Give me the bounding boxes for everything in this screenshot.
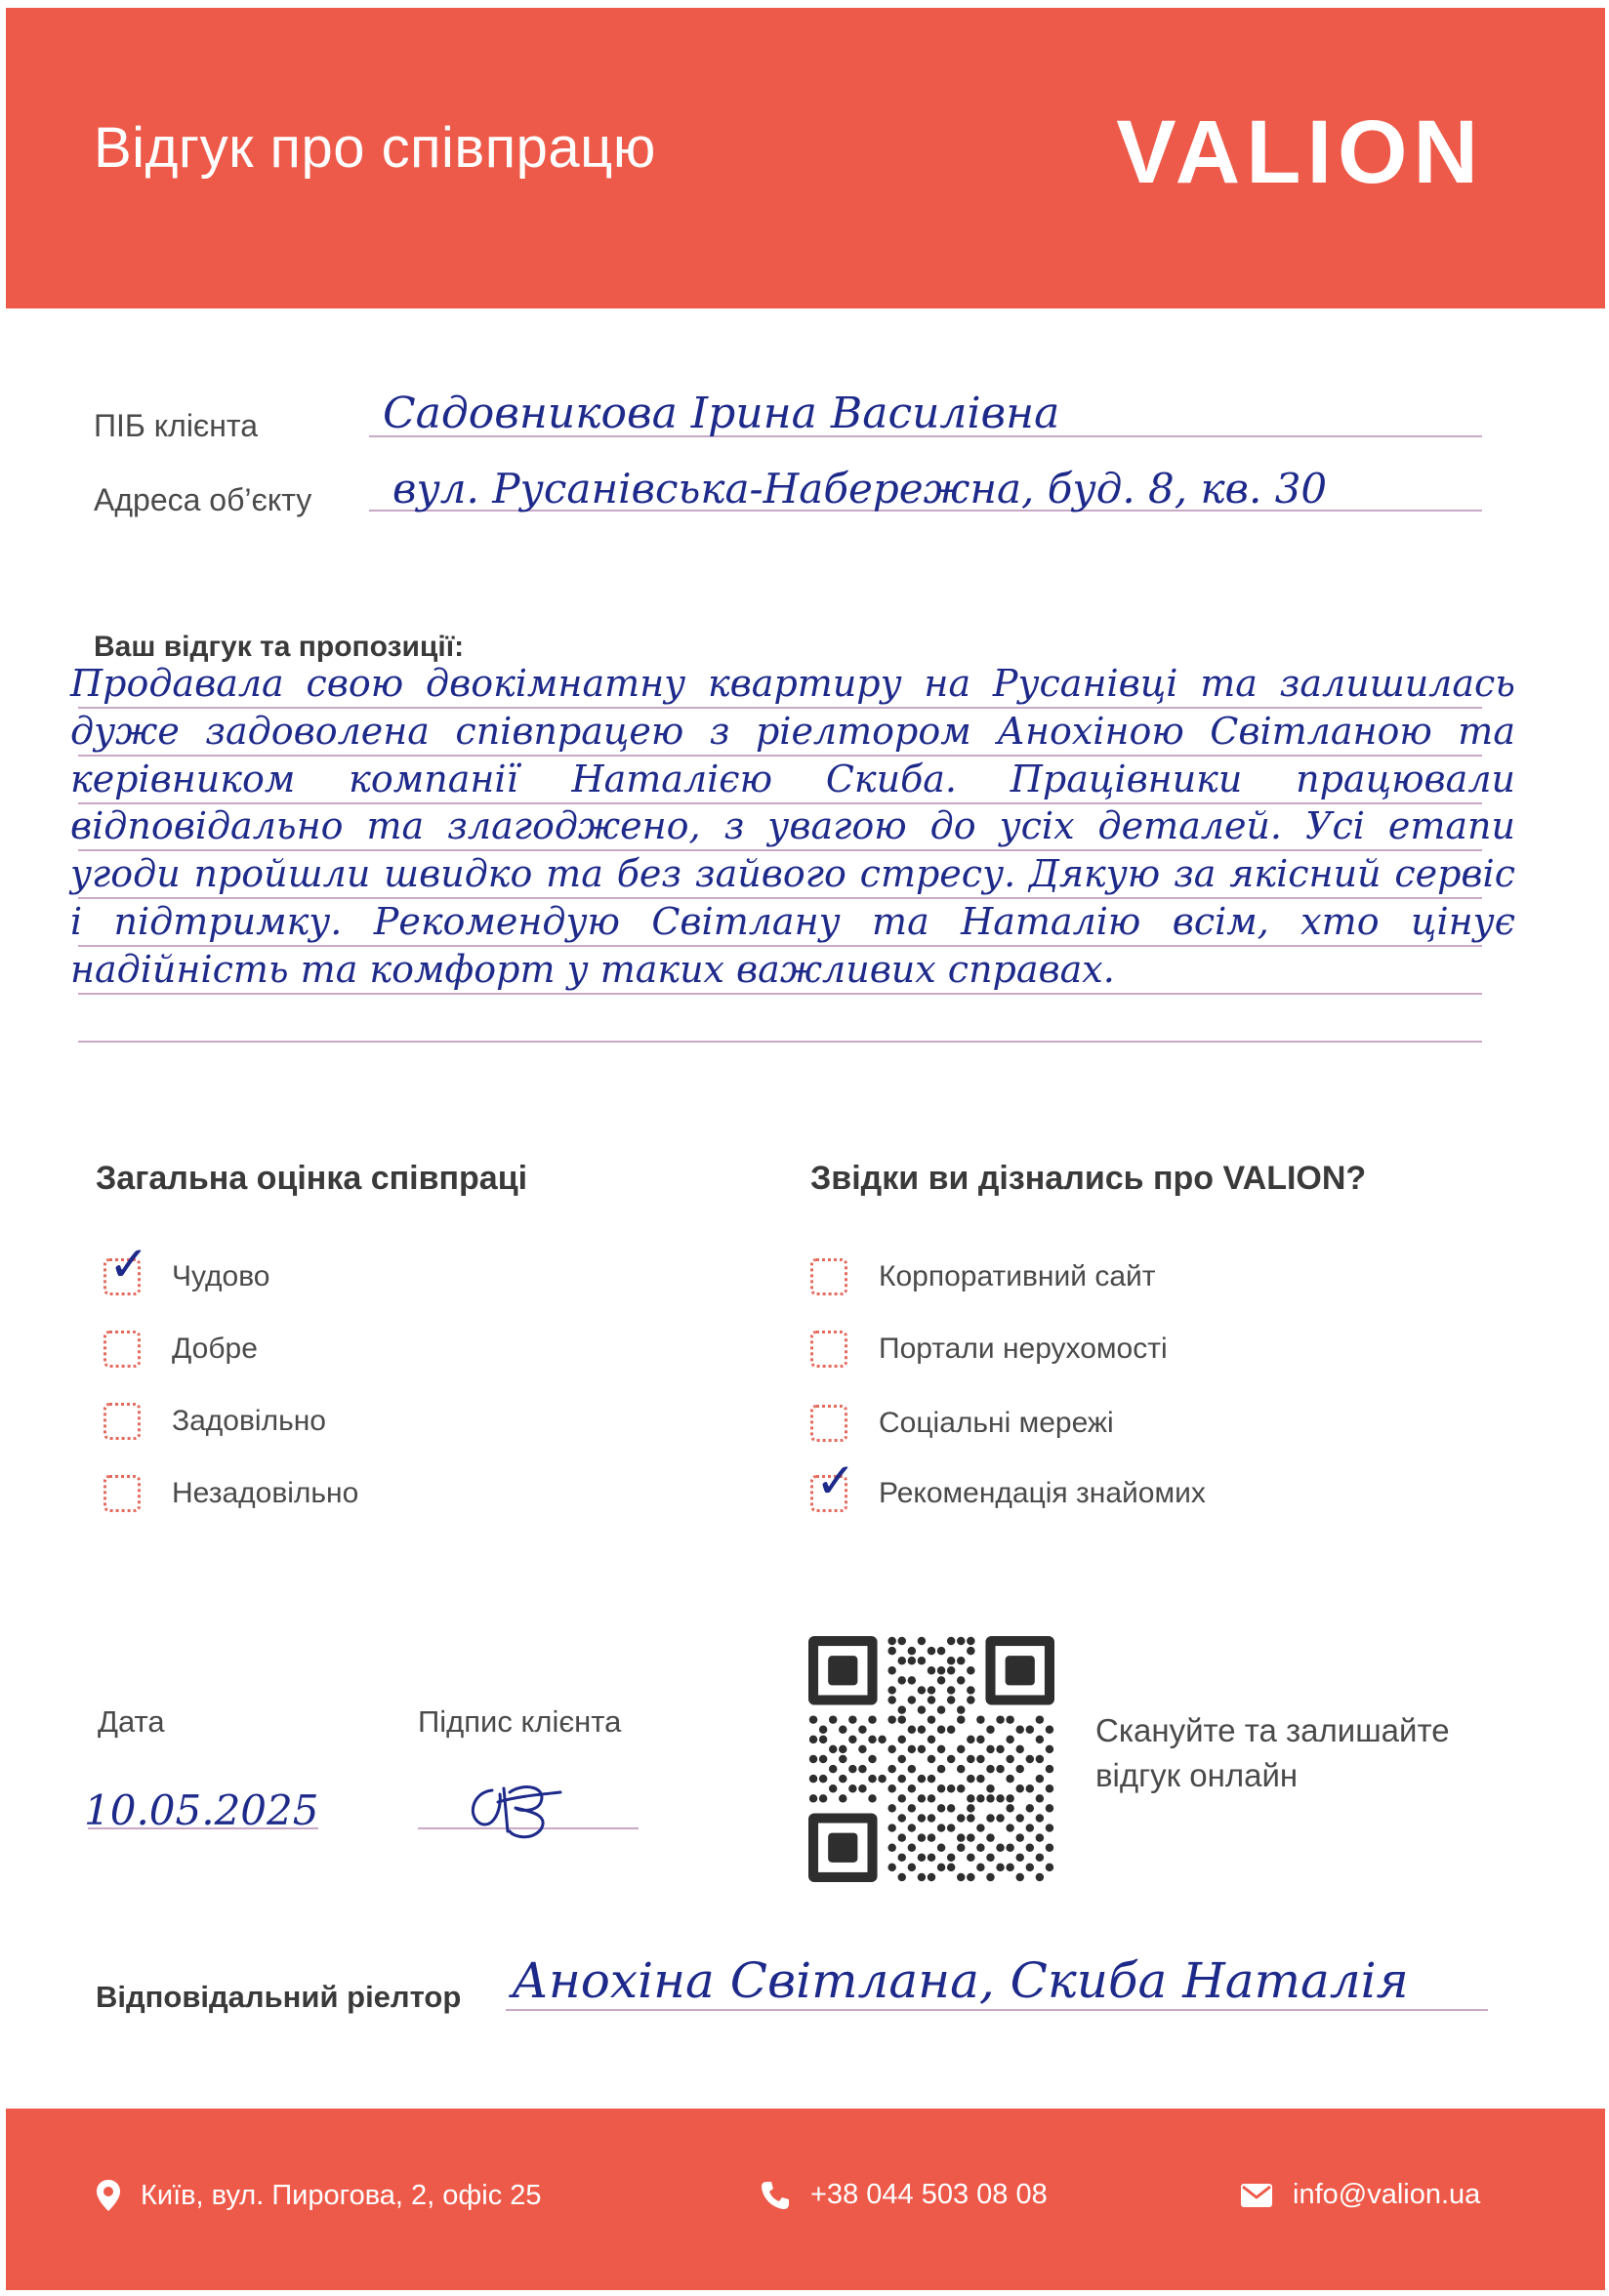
qr-code[interactable]: [808, 1636, 1054, 1882]
address-value[interactable]: вул. Русанівська-Набережна, буд. 8, кв. 30: [392, 465, 1328, 512]
location-pin-icon: [96, 2179, 121, 2212]
source-option-portals[interactable]: [810, 1328, 1168, 1371]
option-label: Добре: [172, 1332, 258, 1365]
phone-icon: [760, 2180, 791, 2211]
realtor-line: [506, 2009, 1488, 2011]
option-label: Незадовільно: [172, 1477, 359, 1509]
checkbox[interactable]: [103, 1236, 149, 1295]
checkbox[interactable]: [103, 1403, 141, 1440]
date-value[interactable]: 10.05.2025: [84, 1786, 319, 1834]
checkbox[interactable]: [810, 1453, 856, 1512]
footer-address[interactable]: [96, 2179, 542, 2212]
option-label: Соціальні мережі: [879, 1407, 1114, 1439]
address-label: Адреса об’єкту: [94, 482, 312, 517]
feedback-text[interactable]: Продавала свою двокімнатну квартиру на Русанівці та залишилась дуже задоволена співпрацею з ріелтором Анохіною Світланою та керівником компанії Наталією Скиба. Працівники працювали відповідально та злагоджено, з увагою до усіх деталей. Усі етапи угоди пройшли швидко та без зайвого стресу. Дякую за якісний сервіс і підтримку. Рекомендую Світлану та Наталію всім, хто цінує надійність та комфорт у таких важливих справах.: [70, 662, 1515, 991]
rating-option-unsatisfactory[interactable]: [103, 1472, 358, 1515]
checkbox[interactable]: [103, 1331, 141, 1368]
qr-caption-line-2: відгук онлайн: [1095, 1757, 1299, 1793]
checkbox[interactable]: [810, 1331, 847, 1368]
qr-caption-line-1: Скануйте та залишайте: [1095, 1712, 1450, 1748]
checkbox[interactable]: [810, 1258, 847, 1295]
envelope-icon: [1240, 2183, 1273, 2208]
option-label: Рекомендація знайомих: [879, 1477, 1206, 1509]
realtor-value[interactable]: Анохіна Світлана, Скиба Наталія: [512, 1952, 1409, 2009]
rating-option-satisfactory[interactable]: [103, 1400, 326, 1443]
rating-option-excellent[interactable]: [103, 1236, 270, 1298]
source-option-recommendation[interactable]: [810, 1453, 1206, 1515]
client-name-label: ПІБ клієнта: [94, 408, 259, 443]
footer-address-text: Київ, вул. Пирогова, 2, офіс 25: [141, 2179, 542, 2211]
signature-label: Підпис клієнта: [418, 1704, 622, 1739]
feedback-label: Ваш відгук та пропозиції:: [94, 631, 465, 663]
option-label: Портали нерухомості: [879, 1332, 1168, 1365]
source-option-social[interactable]: [810, 1402, 1114, 1445]
checkbox[interactable]: [103, 1475, 141, 1512]
brand-logo: VALION: [1116, 102, 1484, 202]
checkbox[interactable]: [810, 1405, 847, 1442]
footer-email[interactable]: [1240, 2179, 1480, 2211]
rating-title: Загальна оцінка співпраці: [96, 1160, 528, 1197]
qr-caption: [1095, 1708, 1450, 1798]
check-mark-icon: ✓: [108, 1236, 149, 1292]
option-label: Задовільно: [172, 1405, 326, 1437]
realtor-label: Відповідальний ріелтор: [96, 1980, 462, 2014]
client-name-value[interactable]: Садовникова Ірина Василівна: [383, 389, 1060, 438]
source-option-website[interactable]: [810, 1255, 1156, 1298]
rating-option-good[interactable]: [103, 1328, 258, 1371]
option-label: Чудово: [172, 1260, 270, 1292]
client-signature-drawing: [459, 1769, 576, 1857]
footer-phone[interactable]: [760, 2179, 1048, 2211]
date-label: Дата: [98, 1704, 165, 1739]
footer-phone-text: +38 044 503 08 08: [810, 2179, 1048, 2210]
source-title: Звідки ви дізнались про VALION?: [810, 1160, 1367, 1197]
check-mark-icon: ✓: [815, 1453, 856, 1509]
footer-email-text: info@valion.ua: [1293, 2179, 1481, 2210]
option-label: Корпоративний сайт: [879, 1260, 1156, 1292]
form-title: Відгук про співпрацю: [94, 116, 656, 180]
